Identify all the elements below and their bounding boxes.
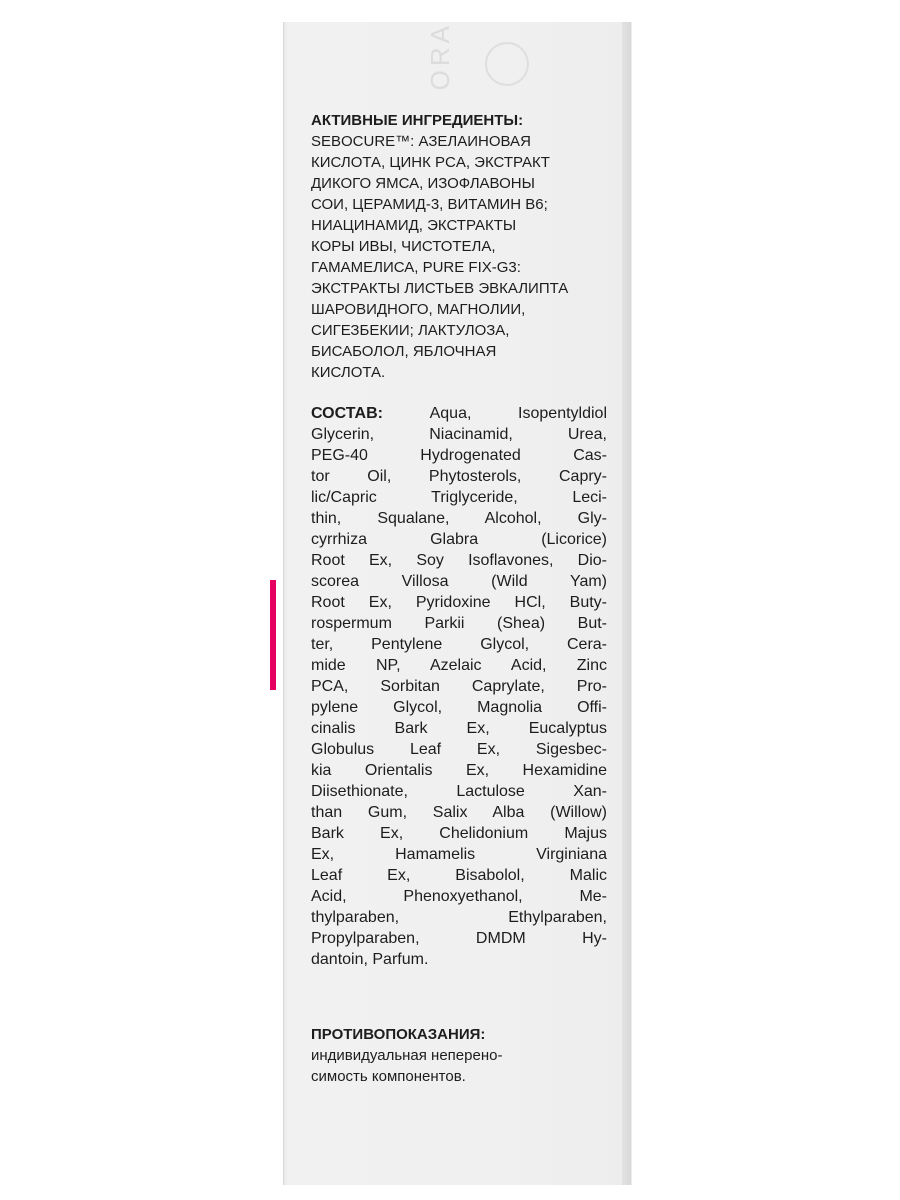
box-edge <box>622 22 631 1185</box>
active-ingredients-section <box>311 110 607 383</box>
text-line: than Gum, Salix Alba (Willow) <box>311 804 607 821</box>
text-line: ДИКОГО ЯМСА, ИЗОФЛАВОНЫ <box>311 175 535 192</box>
text-line: НИАЦИНАМИД, ЭКСТРАКТЫ <box>311 217 517 234</box>
text-line: ГАМАМЕЛИСА, PURE FIX-G3: <box>311 259 521 276</box>
text-line: Leaf Ex, Bisabolol, Malic <box>311 867 607 884</box>
text-line: ШАРОВИДНОГО, МАГНОЛИИ, <box>311 301 526 318</box>
text-line: Ex, Hamamelis Virginiana <box>311 846 607 863</box>
composition-heading: СОСТАВ: <box>311 405 383 422</box>
text-line: Root Ex, Pyridoxine HCl, Buty- <box>311 594 607 611</box>
composition-first-line <box>311 403 607 424</box>
text-line: PEG-40 Hydrogenated Cas- <box>311 447 607 464</box>
text-line: СОИ, ЦЕРАМИД-3, ВИТАМИН В6; <box>311 196 548 213</box>
brand-logo <box>420 22 540 92</box>
text-line: SEBOCURE™: АЗЕЛАИНОВАЯ <box>311 133 531 150</box>
text-line: scorea Villosa (Wild Yam) <box>311 573 607 590</box>
text-line: Propylparaben, DMDM Hy- <box>311 930 607 947</box>
brand-logo-text: ORA <box>425 22 455 91</box>
text-line: Glycerin, Niacinamid, Urea, <box>311 426 607 443</box>
text-line: ЭКСТРАКТЫ ЛИСТЬЕВ ЭВКАЛИПТА <box>311 280 569 297</box>
accent-stripe <box>270 580 276 690</box>
text-line: PCA, Sorbitan Caprylate, Pro- <box>311 678 607 695</box>
text-line: kia Orientalis Ex, Hexamidine <box>311 762 607 779</box>
text-line: pylene Glycol, Magnolia Offi- <box>311 699 607 716</box>
composition-lines <box>311 403 607 970</box>
text-line: индивидуальная неперено- <box>311 1047 503 1064</box>
active-ingredients-lines <box>311 131 607 383</box>
text-line: СИГЕЗБЕКИИ; ЛАКТУЛОЗА, <box>311 322 510 339</box>
text-line: КОРЫ ИВЫ, ЧИСТОТЕЛА, <box>311 238 496 255</box>
text-line: Root Ex, Soy Isoflavones, Dio- <box>311 552 607 569</box>
text-line: Diisethionate, Lactulose Xan- <box>311 783 607 800</box>
contraindications-section <box>311 1024 607 1087</box>
text-line: Acid, Phenoxyethanol, Me- <box>311 888 607 905</box>
text-line: БИСАБОЛОЛ, ЯБЛОЧНАЯ <box>311 343 497 360</box>
text-line: Aqua, Isopentyldiol <box>429 405 607 422</box>
text-line: Globulus Leaf Ex, Sigesbec- <box>311 741 607 758</box>
text-line: rospermum Parkii (Shea) But- <box>311 615 607 632</box>
brand-logo-circle-icon <box>485 42 529 86</box>
active-ingredients-heading: АКТИВНЫЕ ИНГРЕДИЕНТЫ: <box>311 112 524 129</box>
text-line: thin, Squalane, Alcohol, Gly- <box>311 510 607 527</box>
text-line: симость компонентов. <box>311 1068 466 1085</box>
text-line: КИСЛОТА. <box>311 364 386 381</box>
text-line: tor Oil, Phytosterols, Capry- <box>311 468 607 485</box>
text-line: mide NP, Azelaic Acid, Zinc <box>311 657 607 674</box>
contraindications-lines <box>311 1045 607 1087</box>
text-line: КИСЛОТА, ЦИНК PCA, ЭКСТРАКТ <box>311 154 550 171</box>
text-line: Bark Ex, Chelidonium Majus <box>311 825 607 842</box>
contraindications-heading: ПРОТИВОПОКАЗАНИЯ: <box>311 1026 486 1043</box>
text-line: thylparaben, Ethylparaben, <box>311 909 607 926</box>
text-line: cyrrhiza Glabra (Licorice) <box>311 531 607 548</box>
composition-section <box>311 403 607 970</box>
text-line: dantoin, Parfum. <box>311 951 429 968</box>
text-line: ter, Pentylene Glycol, Cera- <box>311 636 607 653</box>
text-line: lic/Capric Triglyceride, Leci- <box>311 489 607 506</box>
text-line: cinalis Bark Ex, Eucalyptus <box>311 720 607 737</box>
